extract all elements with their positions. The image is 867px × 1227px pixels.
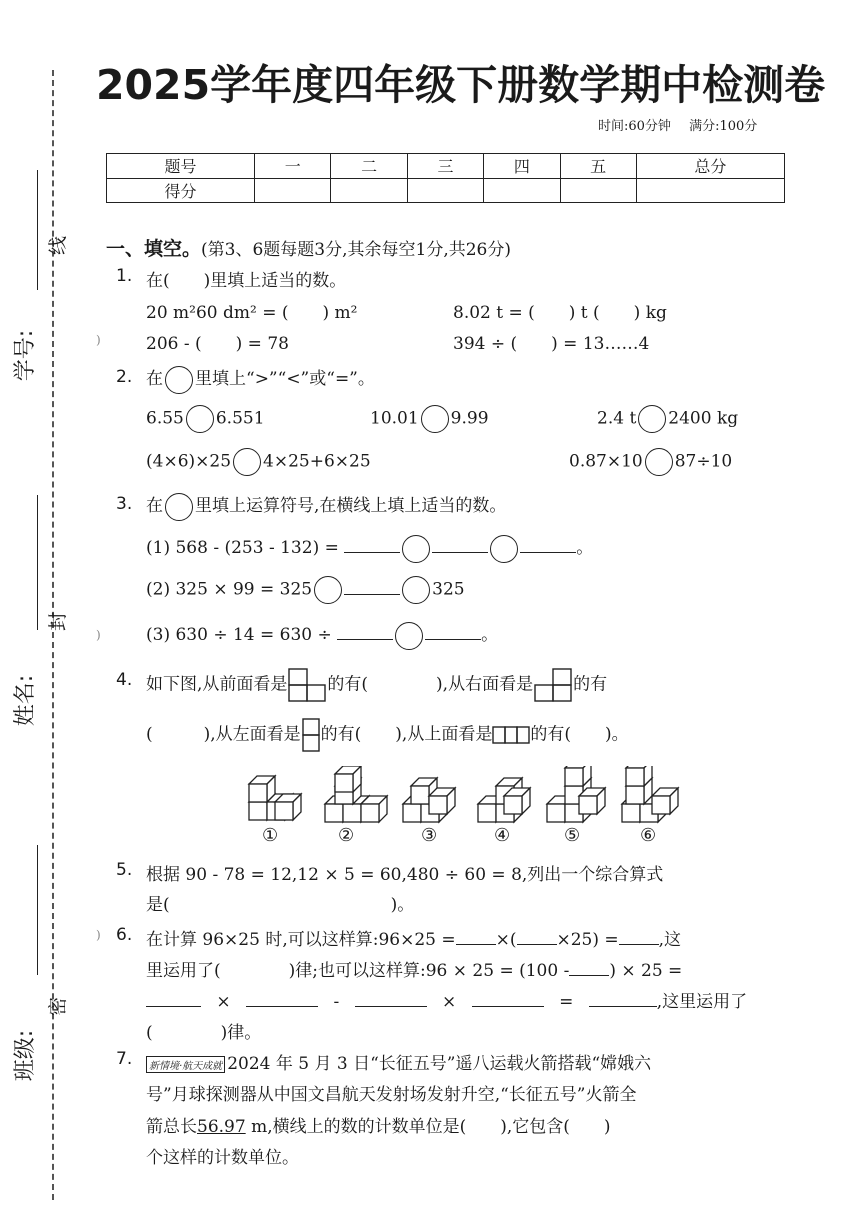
q2-b-right: 9.99 <box>450 408 489 429</box>
answer-blank[interactable] <box>432 538 488 553</box>
figure-label-6: ⑥ <box>640 825 657 846</box>
q2-d-left: (4×6)×25 <box>146 451 232 472</box>
score-header-cell: 三 <box>407 154 483 179</box>
q2-item-c <box>597 405 738 433</box>
q2-a-right: 6.551 <box>215 408 265 429</box>
q2-item-b <box>370 405 489 433</box>
q6-text-1b: ×( <box>495 930 517 950</box>
compare-circle[interactable] <box>233 448 261 476</box>
seal-secret-label: 密 <box>47 996 70 1017</box>
score-header-cell: 四 <box>484 154 560 179</box>
section-1-title: 一、填空。 <box>106 238 202 260</box>
front-view-icon <box>287 668 327 702</box>
q2-d-right: 4×25+6×25 <box>263 451 371 472</box>
q4-text-5: 的有( ),从上面看是 <box>320 724 493 745</box>
student-id-rule <box>37 170 38 290</box>
class-rule <box>37 845 38 975</box>
q3-prompt-post: 里填上运算符号,在横线上填上适当的数。 <box>195 496 507 516</box>
exam-full-score: 满分:100分 <box>689 119 758 134</box>
q4-line-1 <box>146 668 607 702</box>
q3-item-1 <box>146 533 593 563</box>
q2-item-a <box>146 405 265 433</box>
q5-line-1: 根据 90 - 78 = 12,12 × 5 = 60,480 ÷ 60 = 8,列出一个综合算式 <box>146 865 664 885</box>
compare-circle[interactable] <box>638 405 666 433</box>
answer-blank[interactable] <box>589 992 657 1007</box>
question-number: 1. <box>116 266 133 286</box>
q2-a-left: 6.55 <box>146 408 184 429</box>
q7-line-2: 号”月球探测器从中国文昌航天发射场发射升空,“长征五号”火箭全 <box>146 1085 637 1105</box>
left-view-icon <box>301 718 321 752</box>
right-view-icon <box>533 668 573 702</box>
operator-circle[interactable] <box>402 576 430 604</box>
q4-text-6: 的有( )。 <box>530 724 629 745</box>
q1-item-d: 394 ÷ ( ) = 13……4 <box>453 334 650 354</box>
score-header-cell: 题号 <box>107 154 255 179</box>
score-header-cell: 总分 <box>636 154 784 179</box>
q2-b-left: 10.01 <box>370 408 419 429</box>
answer-blank[interactable] <box>355 992 427 1007</box>
figure-label-1: ① <box>262 825 279 846</box>
q2-prompt-pre: 在 <box>146 369 163 389</box>
punch-hole-mark: ) <box>96 928 101 942</box>
figure-label-2: ② <box>338 825 355 846</box>
figure-label-3: ③ <box>421 825 438 846</box>
exam-title: 2025学年度四年级下册数学期中检测卷 <box>96 61 826 109</box>
figure-label-4: ④ <box>494 825 511 846</box>
q3-item-3 <box>146 620 498 650</box>
score-table <box>106 153 785 203</box>
q1-item-a: 20 m²60 dm² = ( ) m² <box>146 303 358 323</box>
answer-blank[interactable] <box>246 992 318 1007</box>
answer-blank[interactable] <box>456 930 496 945</box>
q4-text-4: ( ),从左面看是 <box>146 724 301 745</box>
q3-2-end: 325 <box>432 579 465 600</box>
q6-text-1d: ,这 <box>658 930 682 950</box>
q6-text-2b: ) × 25 = <box>609 961 683 981</box>
score-input-cell[interactable] <box>331 178 407 203</box>
exam-info <box>598 115 757 134</box>
answer-blank[interactable] <box>520 538 576 553</box>
q7-text-3b: m,横线上的数的计数单位是( ),它包含( ) <box>245 1117 611 1137</box>
q6-line-2 <box>146 956 682 981</box>
score-input-cell[interactable] <box>255 178 331 203</box>
q7-underlined-number: 56.97 <box>197 1117 246 1137</box>
q3-item-2 <box>146 576 465 604</box>
q7-line-4: 个这样的计数单位。 <box>146 1148 299 1168</box>
cube-figure-3 <box>403 778 455 822</box>
q2-e-left: 0.87×10 <box>569 451 643 472</box>
question-number: 4. <box>116 670 133 690</box>
class-label: 班级: <box>13 1029 39 1082</box>
q6-text-3b: - <box>333 992 340 1012</box>
score-input-cell[interactable] <box>484 178 560 203</box>
score-input-cell[interactable] <box>636 178 784 203</box>
cube-figure-5 <box>547 766 605 822</box>
exam-time: 时间:60分钟 <box>598 119 671 134</box>
score-table-score-row <box>107 178 785 203</box>
q2-c-left: 2.4 t <box>597 408 637 429</box>
cube-figure-1 <box>249 776 301 820</box>
q3-prompt-pre: 在 <box>146 496 163 516</box>
score-header-cell: 五 <box>560 154 636 179</box>
q7-text-1: 2024 年 5 月 3 日“长征五号”遥八运载火箭搭载“嫦娥六 <box>227 1054 652 1074</box>
cube-figure-4 <box>478 778 530 822</box>
q2-prompt-post: 里填上“>”“<”或“=”。 <box>195 369 375 389</box>
section-1-heading <box>106 234 511 261</box>
cube-figures <box>245 766 685 850</box>
compare-circle[interactable] <box>645 448 673 476</box>
q2-item-d <box>146 448 371 476</box>
q6-text-3c: × <box>442 992 457 1012</box>
seal-seal-label: 封 <box>47 611 70 632</box>
q1-item-c: 206 - ( ) = 78 <box>146 334 289 354</box>
new-context-badge: 新情境·航天成就 <box>146 1056 225 1073</box>
answer-blank[interactable] <box>569 961 609 976</box>
answer-blank[interactable] <box>472 992 544 1007</box>
circle-blank-icon <box>165 366 193 394</box>
name-rule <box>37 495 38 630</box>
q5-line-2: 是( )。 <box>146 895 415 915</box>
q2-e-right: 87÷10 <box>674 451 733 472</box>
q6-line-3 <box>146 987 747 1012</box>
score-table-header-row <box>107 154 785 179</box>
student-id-label: 学号: <box>13 329 39 382</box>
q6-text-3a: × <box>216 992 231 1012</box>
answer-blank[interactable] <box>337 625 393 640</box>
q4-line-2 <box>146 718 629 752</box>
answer-blank[interactable] <box>425 625 481 640</box>
q3-3-expr: (3) 630 ÷ 14 = 630 ÷ <box>146 625 332 645</box>
score-header-cell: 二 <box>331 154 407 179</box>
q1-prompt: 在( )里填上适当的数。 <box>146 271 347 291</box>
question-number: 7. <box>116 1049 133 1069</box>
q3-1-period: 。 <box>576 538 594 558</box>
answer-blank[interactable] <box>344 538 400 553</box>
q3-1-expr: (1) 568 - (253 - 132) = <box>146 538 339 558</box>
q4-text-2: 的有( ),从右面看是 <box>327 674 534 695</box>
question-number: 3. <box>116 494 133 514</box>
question-number: 2. <box>116 367 133 387</box>
score-input-cell[interactable] <box>407 178 483 203</box>
figure-label-5: ⑤ <box>564 825 581 846</box>
q6-text-1a: 在计算 96×25 时,可以这样算:96×25 = <box>146 930 456 950</box>
score-row-label: 得分 <box>107 178 255 203</box>
compare-circle[interactable] <box>421 405 449 433</box>
score-header-cell: 一 <box>255 154 331 179</box>
q6-line-4: ( )律。 <box>146 1023 262 1043</box>
seal-line-label: 线 <box>47 235 70 256</box>
score-input-cell[interactable] <box>560 178 636 203</box>
question-number: 5. <box>116 860 133 880</box>
q2-prompt <box>146 364 375 394</box>
answer-blank[interactable] <box>517 930 557 945</box>
question-number: 6. <box>116 925 133 945</box>
punch-hole-mark: ) <box>96 628 101 642</box>
q6-text-2a: 里运用了( )律;也可以这样算:96 × 25 = (100 - <box>146 961 570 981</box>
q2-c-right: 2400 kg <box>668 408 739 429</box>
q1-item-b: 8.02 t = ( ) t ( ) kg <box>453 303 667 323</box>
section-1-note: (第3、6题每题3分,其余每空1分,共26分) <box>201 240 511 260</box>
operator-circle[interactable] <box>402 535 430 563</box>
q7-line-3 <box>146 1112 611 1137</box>
compare-circle[interactable] <box>186 405 214 433</box>
operator-circle[interactable] <box>490 535 518 563</box>
q6-text-3e: ,这里运用了 <box>656 992 748 1012</box>
q4-text-3: 的有 <box>573 674 608 695</box>
punch-hole-mark: ) <box>96 333 101 347</box>
q3-2-expr: (2) 325 × 99 = 325 <box>146 579 313 600</box>
q4-text-1: 如下图,从前面看是 <box>146 674 288 695</box>
answer-blank[interactable] <box>619 930 659 945</box>
q6-text-3d: = <box>559 992 574 1012</box>
operator-circle[interactable] <box>314 576 342 604</box>
top-view-icon <box>492 726 530 744</box>
cube-figure-6 <box>622 766 678 822</box>
q6-line-1 <box>146 925 681 950</box>
cube-figure-2 <box>325 766 387 822</box>
q3-3-period: 。 <box>481 625 499 645</box>
q7-text-3a: 箭总长 <box>146 1117 197 1137</box>
circle-blank-icon <box>165 493 193 521</box>
q3-prompt <box>146 491 506 521</box>
answer-blank[interactable] <box>344 580 400 595</box>
q7-line-1 <box>146 1049 651 1074</box>
answer-blank[interactable] <box>146 992 201 1007</box>
operator-circle[interactable] <box>395 622 423 650</box>
q2-item-e <box>569 448 732 476</box>
name-label: 姓名: <box>13 674 39 727</box>
q6-text-1c: ×25) = <box>556 930 619 950</box>
